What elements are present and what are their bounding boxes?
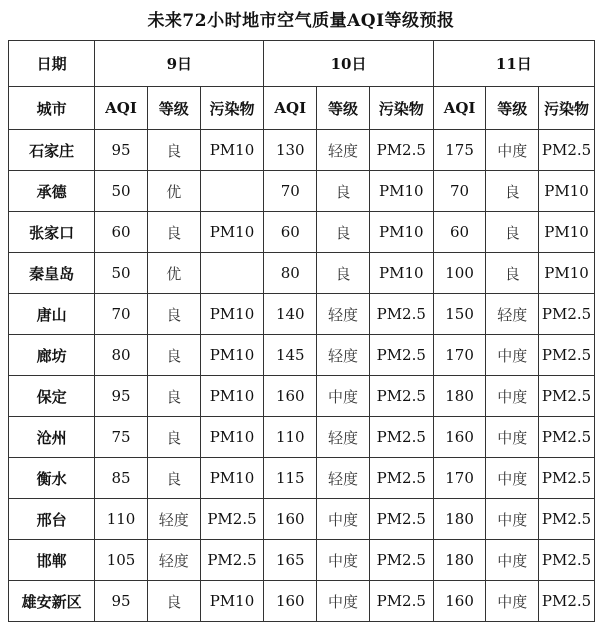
pollutant-cell: PM2.5 <box>539 376 595 417</box>
pollutant-cell: PM10 <box>539 171 595 212</box>
header-city-label: 城市 <box>9 87 95 130</box>
level-cell: 中度 <box>486 581 539 622</box>
city-cell: 承德 <box>9 171 95 212</box>
aqi-cell: 70 <box>95 294 148 335</box>
aqi-cell: 175 <box>433 130 486 171</box>
pollutant-cell <box>200 253 264 294</box>
city-cell: 邢台 <box>9 499 95 540</box>
city-cell: 沧州 <box>9 417 95 458</box>
level-cell: 轻度 <box>317 417 370 458</box>
level-cell: 优 <box>147 171 200 212</box>
header-row-fields <box>9 87 595 130</box>
header-level: 等级 <box>486 87 539 130</box>
pollutant-cell: PM10 <box>200 335 264 376</box>
aqi-cell: 75 <box>95 417 148 458</box>
level-cell: 轻度 <box>317 335 370 376</box>
aqi-cell: 50 <box>95 253 148 294</box>
level-cell: 轻度 <box>317 458 370 499</box>
pollutant-cell: PM2.5 <box>369 417 433 458</box>
level-cell: 中度 <box>486 417 539 458</box>
pollutant-cell: PM2.5 <box>539 499 595 540</box>
pollutant-cell: PM10 <box>200 376 264 417</box>
aqi-cell: 165 <box>264 540 317 581</box>
pollutant-cell: PM2.5 <box>369 294 433 335</box>
aqi-cell: 85 <box>95 458 148 499</box>
header-date-label: 日期 <box>9 41 95 87</box>
level-cell: 良 <box>147 294 200 335</box>
city-cell: 张家口 <box>9 212 95 253</box>
pollutant-cell: PM2.5 <box>369 376 433 417</box>
pollutant-cell: PM2.5 <box>369 581 433 622</box>
aqi-cell: 70 <box>264 171 317 212</box>
pollutant-cell: PM10 <box>200 458 264 499</box>
level-cell: 良 <box>147 376 200 417</box>
city-cell: 石家庄 <box>9 130 95 171</box>
aqi-cell: 60 <box>433 212 486 253</box>
level-cell: 良 <box>147 335 200 376</box>
aqi-cell: 105 <box>95 540 148 581</box>
pollutant-cell <box>200 171 264 212</box>
level-cell: 中度 <box>486 130 539 171</box>
pollutant-cell: PM2.5 <box>539 335 595 376</box>
aqi-cell: 160 <box>264 376 317 417</box>
level-cell: 良 <box>147 581 200 622</box>
header-pollutant: 污染物 <box>369 87 433 130</box>
level-cell: 良 <box>486 171 539 212</box>
header-level: 等级 <box>147 87 200 130</box>
pollutant-cell: PM10 <box>539 212 595 253</box>
aqi-cell: 170 <box>433 335 486 376</box>
page-title: 未来72小时地市空气质量AQI等级预报 <box>147 11 455 31</box>
level-cell: 中度 <box>317 540 370 581</box>
city-cell: 廊坊 <box>9 335 95 376</box>
aqi-cell: 180 <box>433 376 486 417</box>
level-cell: 优 <box>147 253 200 294</box>
pollutant-cell: PM2.5 <box>539 458 595 499</box>
aqi-cell: 110 <box>95 499 148 540</box>
aqi-cell: 60 <box>95 212 148 253</box>
header-row-dates <box>9 41 595 87</box>
level-cell: 中度 <box>486 458 539 499</box>
aqi-cell: 160 <box>433 581 486 622</box>
aqi-cell: 50 <box>95 171 148 212</box>
table-row <box>9 130 595 171</box>
aqi-cell: 170 <box>433 458 486 499</box>
level-cell: 轻度 <box>147 540 200 581</box>
aqi-cell: 180 <box>433 540 486 581</box>
table-row <box>9 294 595 335</box>
pollutant-cell: PM10 <box>200 130 264 171</box>
level-cell: 轻度 <box>317 130 370 171</box>
pollutant-cell: PM10 <box>539 253 595 294</box>
aqi-cell: 80 <box>95 335 148 376</box>
header-day-1: 9日 <box>95 41 264 87</box>
level-cell: 轻度 <box>486 294 539 335</box>
aqi-cell: 110 <box>264 417 317 458</box>
pollutant-cell: PM2.5 <box>369 540 433 581</box>
pollutant-cell: PM2.5 <box>539 294 595 335</box>
city-cell: 秦皇岛 <box>9 253 95 294</box>
aqi-cell: 180 <box>433 499 486 540</box>
pollutant-cell: PM2.5 <box>539 130 595 171</box>
city-cell: 保定 <box>9 376 95 417</box>
level-cell: 中度 <box>486 335 539 376</box>
level-cell: 良 <box>317 171 370 212</box>
city-cell: 衡水 <box>9 458 95 499</box>
pollutant-cell: PM2.5 <box>200 499 264 540</box>
level-cell: 轻度 <box>317 294 370 335</box>
header-aqi: AQI <box>264 87 317 130</box>
header-day-2: 10日 <box>264 41 433 87</box>
level-cell: 良 <box>486 253 539 294</box>
pollutant-cell: PM10 <box>200 294 264 335</box>
table-row <box>9 417 595 458</box>
aqi-cell: 100 <box>433 253 486 294</box>
level-cell: 良 <box>147 417 200 458</box>
pollutant-cell: PM10 <box>200 417 264 458</box>
aqi-cell: 95 <box>95 581 148 622</box>
pollutant-cell: PM2.5 <box>539 581 595 622</box>
aqi-cell: 160 <box>264 581 317 622</box>
aqi-cell: 160 <box>264 499 317 540</box>
level-cell: 良 <box>486 212 539 253</box>
aqi-forecast-table <box>8 40 595 622</box>
table-row <box>9 540 595 581</box>
city-cell: 雄安新区 <box>9 581 95 622</box>
aqi-cell: 160 <box>433 417 486 458</box>
aqi-cell: 145 <box>264 335 317 376</box>
level-cell: 中度 <box>486 499 539 540</box>
aqi-cell: 95 <box>95 130 148 171</box>
pollutant-cell: PM2.5 <box>539 540 595 581</box>
level-cell: 良 <box>147 458 200 499</box>
aqi-cell: 140 <box>264 294 317 335</box>
pollutant-cell: PM2.5 <box>539 417 595 458</box>
table-row <box>9 499 595 540</box>
pollutant-cell: PM2.5 <box>369 458 433 499</box>
level-cell: 中度 <box>317 376 370 417</box>
header-day-3: 11日 <box>433 41 594 87</box>
table-row <box>9 253 595 294</box>
pollutant-cell: PM10 <box>369 171 433 212</box>
pollutant-cell: PM10 <box>369 212 433 253</box>
level-cell: 良 <box>147 212 200 253</box>
header-level: 等级 <box>317 87 370 130</box>
header-aqi: AQI <box>433 87 486 130</box>
pollutant-cell: PM10 <box>200 581 264 622</box>
table-row <box>9 458 595 499</box>
pollutant-cell: PM2.5 <box>369 499 433 540</box>
level-cell: 中度 <box>317 581 370 622</box>
aqi-cell: 70 <box>433 171 486 212</box>
level-cell: 中度 <box>486 376 539 417</box>
level-cell: 中度 <box>317 499 370 540</box>
level-cell: 良 <box>317 212 370 253</box>
city-cell: 唐山 <box>9 294 95 335</box>
aqi-cell: 115 <box>264 458 317 499</box>
table-row <box>9 171 595 212</box>
level-cell: 良 <box>317 253 370 294</box>
header-pollutant: 污染物 <box>539 87 595 130</box>
table-row <box>9 212 595 253</box>
table-row <box>9 335 595 376</box>
pollutant-cell: PM10 <box>369 253 433 294</box>
pollutant-cell: PM2.5 <box>369 130 433 171</box>
pollutant-cell: PM2.5 <box>369 335 433 376</box>
city-cell: 邯郸 <box>9 540 95 581</box>
pollutant-cell: PM10 <box>200 212 264 253</box>
level-cell: 良 <box>147 130 200 171</box>
aqi-cell: 130 <box>264 130 317 171</box>
aqi-cell: 60 <box>264 212 317 253</box>
level-cell: 中度 <box>486 540 539 581</box>
header-pollutant: 污染物 <box>200 87 264 130</box>
table-row <box>9 376 595 417</box>
aqi-cell: 80 <box>264 253 317 294</box>
table-row <box>9 581 595 622</box>
level-cell: 轻度 <box>147 499 200 540</box>
aqi-cell: 95 <box>95 376 148 417</box>
header-aqi: AQI <box>95 87 148 130</box>
pollutant-cell: PM2.5 <box>200 540 264 581</box>
aqi-cell: 150 <box>433 294 486 335</box>
